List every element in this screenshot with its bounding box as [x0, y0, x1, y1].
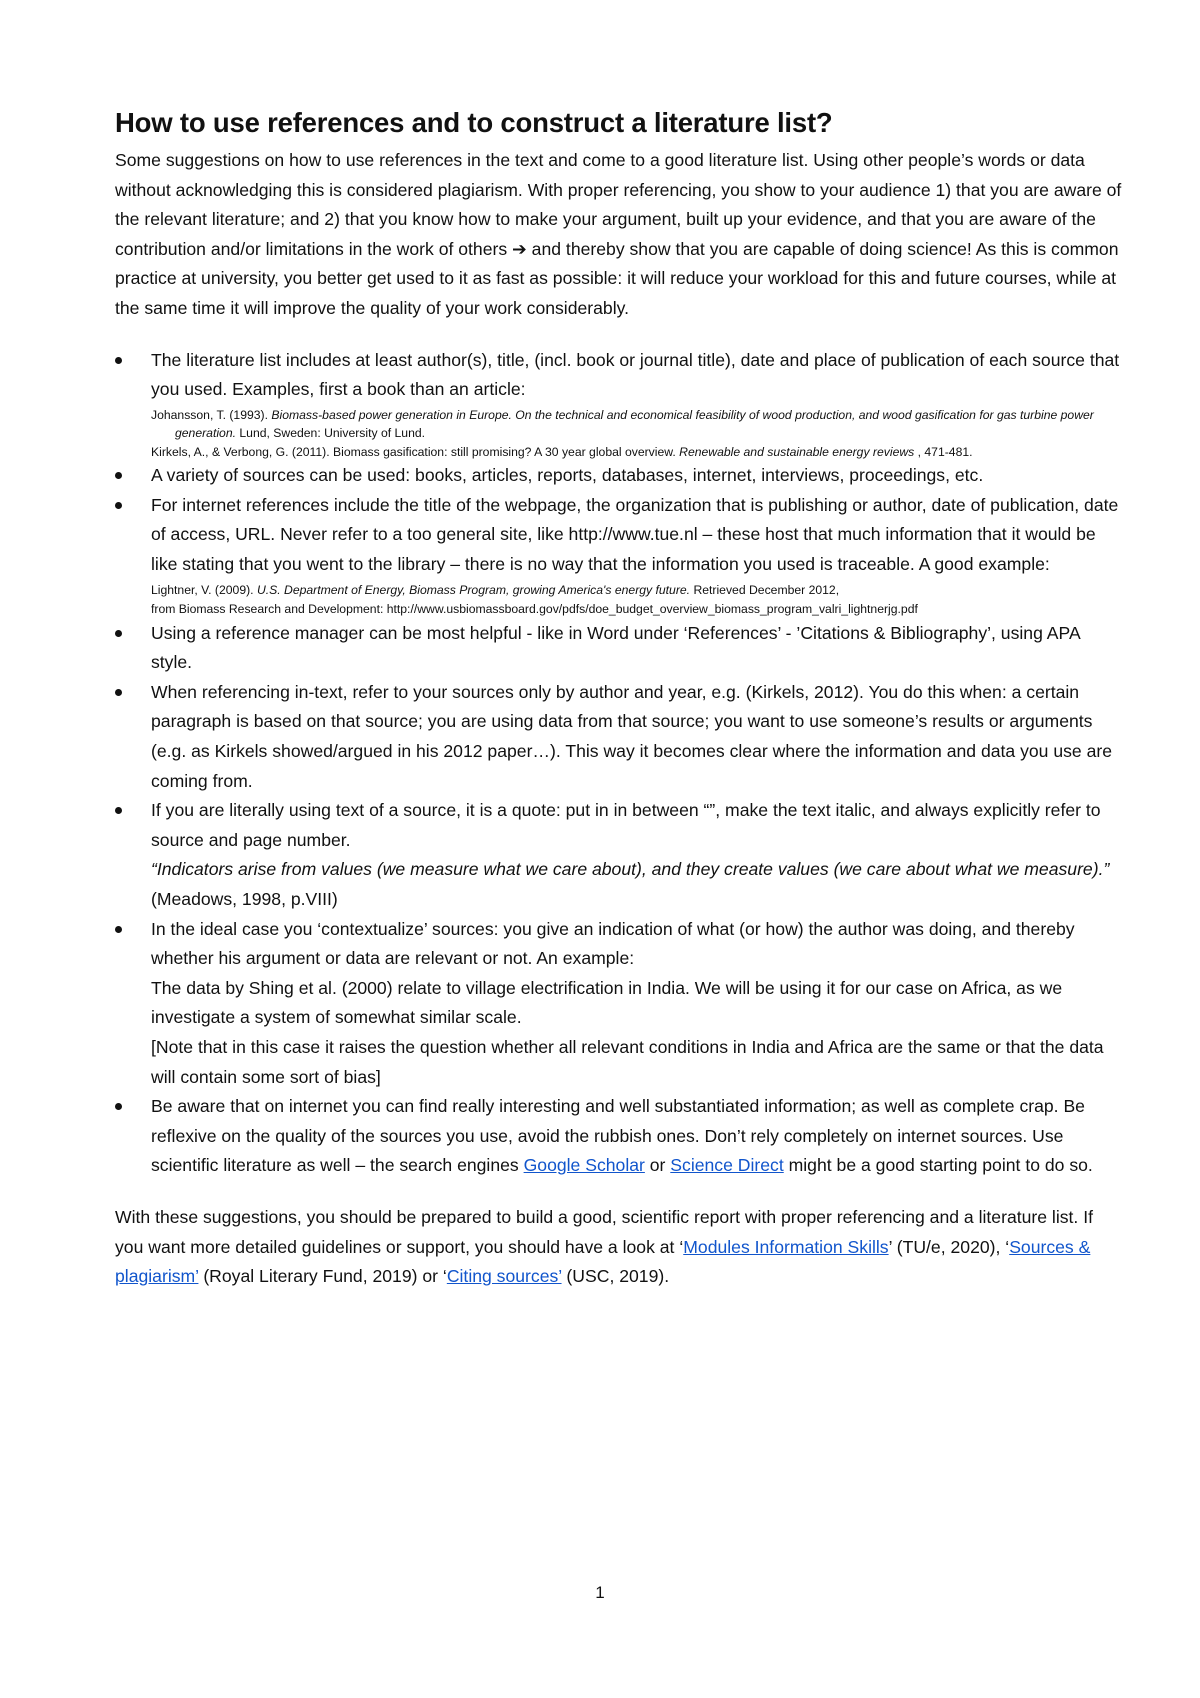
intro-text-before-arrow: Some suggestions on how to use references in the text and come to a good literature list. Using other people’s words or data without acknowledging this is considered plagiarism. With proper referencing, you show to your audience 1) that you are aware of the relevant literature; and 2) that you know how to make your argument, built up your evidence, and that you are aware of the contribution and/or limitations in the work of others [115, 150, 1122, 259]
bullet-icon [115, 502, 122, 509]
list-item [115, 796, 1125, 914]
google-scholar-link[interactable]: Google Scholar [523, 1155, 645, 1176]
reference-retrieved: Retrieved December 2012, [690, 582, 840, 597]
bullet-icon [115, 807, 122, 814]
reference-example-article [151, 443, 1125, 462]
list-item-text-part: Be aware that on internet you can find really interesting and well substantiated information; as well as complete crap. Be reflexive on the quality of the sources you use, avoid the rubbish ones. Don’t rely completely on internet sources. Use scientific literature as well – the search engines [151, 1096, 1085, 1176]
modules-information-skills-link[interactable]: Modules Information Skills [683, 1236, 889, 1257]
reference-title: Biomass-based power generation in Europe. On the technical and economical feasibility of wood production, and wood gasification for gas turbine power generation. [175, 407, 1094, 441]
list-item-text-part: might be a good starting point to do so. [783, 1155, 1093, 1176]
reference-example-web [151, 581, 1125, 619]
reference-pages: , 471-481. [914, 444, 973, 459]
list-item-text [151, 1096, 1093, 1175]
list-item-text: A variety of sources can be used: books, articles, reports, databases, internet, interviews, proceedings, etc. [151, 465, 984, 486]
closing-text-part: With these suggestions, you should be prepared to build a good, scientific report with proper referencing and a literature list. If you want more detailed guidelines or support, you should have a look at ‘ [115, 1206, 1093, 1257]
page-number: 1 [595, 1583, 605, 1602]
list-item-text: In the ideal case you ‘contextualize’ sources: you give an indication of what (or how) the author was doing, and thereby whether his argument or data are relevant or not. An example: [151, 918, 1075, 969]
bullet-icon [115, 357, 122, 364]
contextualize-example: The data by Shing et al. (2000) relate to village electrification in India. We will be using it for our case on Africa, as we investigate a system of somewhat similar scale. [151, 977, 1063, 1028]
quote-text: “Indicators arise from values (we measure what we care about), and they create values (we care about what we measure).” [151, 859, 1110, 880]
list-item-text: The literature list includes at least author(s), title, (incl. book or journal title), date and place of publication of each source that you used. Examples, first a book than an article: [151, 349, 1120, 400]
reference-author-title: Kirkels, A., & Verbong, G. (2011). Biomass gasification: still promising? A 30 year global overview. [151, 444, 680, 459]
closing-text-part: (USC, 2019). [561, 1266, 670, 1287]
bullet-icon [115, 689, 122, 696]
list-item [115, 346, 1125, 462]
reference-author-year: Lightner, V. (2009). [151, 582, 257, 597]
quote-citation: (Meadows, 1998, p.VIII) [151, 888, 338, 909]
list-item [115, 678, 1125, 796]
closing-paragraph [115, 1203, 1125, 1292]
intro-text-after-arrow: and thereby show that you are capable of doing science! As this is common practice at university, you better get used to it as fast as possible: it will reduce your workload for this and future courses, while at the same time it will improve the quality of your work considerably. [115, 238, 1119, 318]
reference-journal: Renewable and sustainable energy reviews [679, 444, 915, 459]
quote-example [151, 855, 1125, 914]
contextualize-note: [Note that in this case it raises the question whether all relevant conditions in India and Africa are the same or that the data will contain some sort of bias] [151, 1036, 1104, 1087]
intro-paragraph [115, 146, 1125, 324]
list-item-text: For internet references include the title of the webpage, the organization that is publishing or author, date of publication, date of access, URL. Never refer to a too general site, like http://www.tue.nl – these host that much information that it would be like stating that you went to the library – there is no way that the information you used is traceable. A good example: [151, 494, 1119, 575]
list-item [115, 915, 1125, 1093]
list-item [115, 619, 1125, 678]
list-item-text-part: or [644, 1155, 671, 1176]
reference-web-line-2: from Biomass Research and Development: http://www.usbiomassboard.gov/pdfs/doe_budget_overview_biomass_program_valri_lightnerjg.pdf [151, 601, 918, 616]
list-item [115, 491, 1125, 619]
science-direct-link[interactable]: Science Direct [670, 1155, 784, 1176]
bullet-icon [115, 630, 122, 637]
bullet-icon [115, 472, 122, 479]
page-title: How to use references and to construct a literature list? [115, 107, 833, 138]
list-item [115, 461, 1125, 491]
list-item-text: When referencing in-text, refer to your sources only by author and year, e.g. (Kirkels, 2012). You do this when: a certain paragraph is based on that source; you are using data from that source; you want to use someone’s results or arguments (e.g. as Kirkels showed/argued in his 2012 paper…). This way it becomes clear where the information and data you use are coming from. [151, 681, 1113, 791]
right-arrow-icon: ➔ [512, 238, 527, 259]
reference-example-book [151, 406, 1125, 443]
citing-sources-link[interactable]: Citing sources’ [446, 1266, 562, 1287]
bullet-icon [115, 1103, 122, 1110]
reference-publisher: Lund, Sweden: University of Lund. [236, 426, 426, 441]
reference-web-line-1 [151, 581, 1125, 600]
closing-text-part: ’ (TU/e, 2020), ‘ [888, 1236, 1010, 1257]
document-page [115, 106, 1125, 1292]
suggestions-list [115, 346, 1125, 1181]
list-item-text: Using a reference manager can be most helpful - like in Word under ‘References’ - ’Citations & Bibliography’, using APA style. [151, 622, 1080, 673]
reference-author-year: Johansson, T. (1993). [151, 407, 272, 422]
reference-title: U.S. Department of Energy, Biomass Program, growing America's energy future. [256, 582, 691, 597]
list-item [115, 1092, 1125, 1181]
closing-text-part: (Royal Literary Fund, 2019) or ‘ [198, 1266, 447, 1287]
bullet-icon [115, 926, 122, 933]
sources-plagiarism-link[interactable]: Sources & plagiarism’ [115, 1236, 1091, 1287]
list-item-text: If you are literally using text of a source, it is a quote: put in in between “”, make the text italic, and always explicitly refer to source and page number. [151, 800, 1101, 850]
